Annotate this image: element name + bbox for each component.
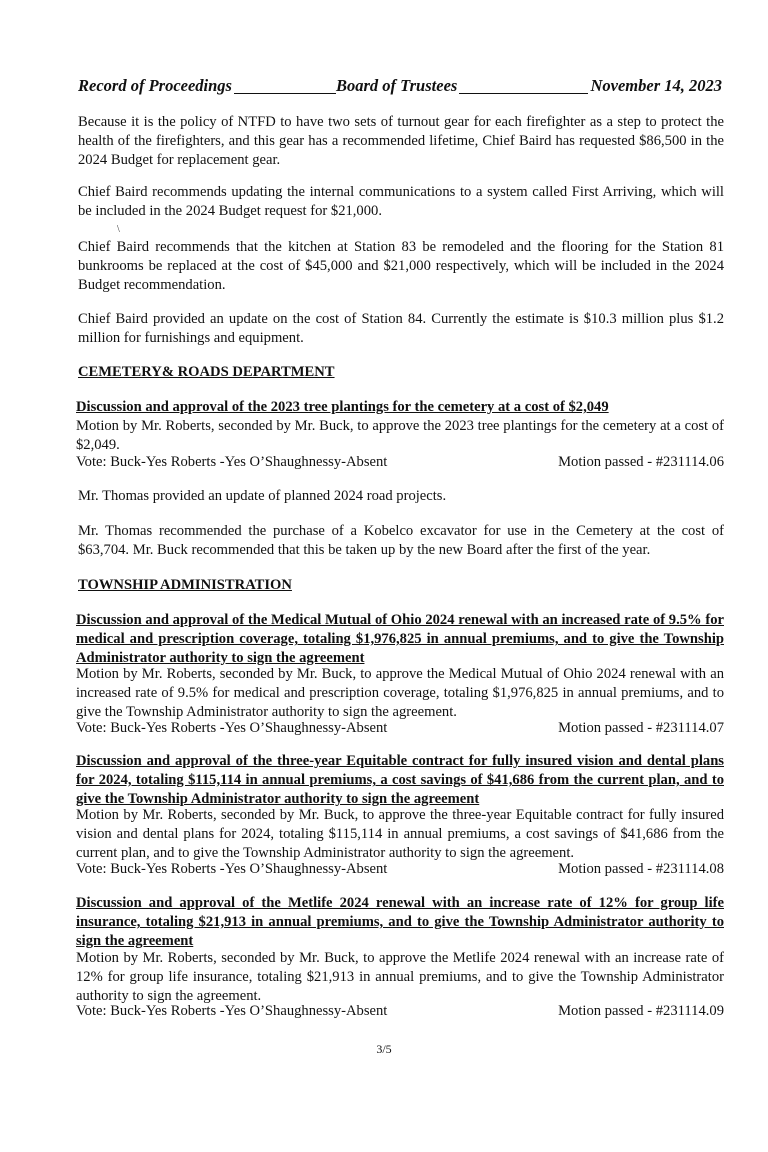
paragraph-station-remodel: Chief Baird recommends that the kitchen at Station 83 be remodeled and the flooring for the Station 81 bunkrooms be replaced at the cost of $45,000 and $21,000 respectively, which will be included in the 2024 Budget recommendation. xyxy=(78,239,724,293)
page-header xyxy=(78,76,724,96)
paragraph-turnout-gear: Because it is the policy of NTFD to have two sets of turnout gear for each firefighter as a step to protect the health of the firefighters, and this gear has a recommended lifetime, Chief Baird has requested $86,500 in the 2024 Budget for replacement gear. xyxy=(78,114,724,168)
vote-row-metlife-renewal xyxy=(76,1002,724,1021)
item-title-metlife-renewal: Discussion and approval of the Metlife 2024 renewal with an increase rate of 12% for group life insurance, totaling $21,913 in annual premiums, and to give the Township Administrator authority to sign the agreement xyxy=(76,895,724,949)
vote-text: Vote: Buck-Yes Roberts -Yes O’Shaughnessy-Absent xyxy=(76,454,388,470)
stray-mark: \ xyxy=(117,224,120,235)
section-heading-township-administration: TOWNSHIP ADMINISTRATION xyxy=(78,577,292,593)
item-title-tree-plantings: Discussion and approval of the 2023 tree plantings for the cemetery at a cost of $2,049 xyxy=(76,399,609,415)
vote-row-tree-plantings xyxy=(76,453,724,472)
vote-row-medical-mutual xyxy=(76,719,724,738)
paragraph-roads-update: Mr. Thomas provided an update of planned 2024 road projects. xyxy=(78,488,447,504)
paragraph-communications: Chief Baird recommends updating the internal communications to a system called First Arriving, which will be included in the 2024 Budget request for $21,000. xyxy=(78,184,724,219)
motion-equitable-contract: Motion by Mr. Roberts, seconded by Mr. Buck, to approve the three-year Equitable contract for fully insured vision and dental plans for 2024, totaling $115,114 in annual premiums, a cost savings of $41,686 from the current plan, and to give the Township Administrator authority to sign the agreement. xyxy=(76,807,724,861)
header-record-title: Record of Proceedings xyxy=(78,76,232,95)
vote-text: Vote: Buck-Yes Roberts -Yes O’Shaughnessy-Absent xyxy=(76,1003,388,1019)
motion-result: Motion passed - #231114.06 xyxy=(558,454,724,470)
header-board-title: Board of Trustees xyxy=(336,76,458,95)
vote-text: Vote: Buck-Yes Roberts -Yes O’Shaughnessy-Absent xyxy=(76,861,388,877)
page-number: 3/5 xyxy=(376,1042,392,1056)
motion-tree-plantings: Motion by Mr. Roberts, seconded by Mr. Buck, to approve the 2023 tree plantings for the cemetery at a cost of $2,049. xyxy=(76,418,724,453)
header-date: November 14, 2023 xyxy=(590,76,722,95)
motion-medical-mutual: Motion by Mr. Roberts, seconded by Mr. Buck, to approve the Medical Mutual of Ohio 2024 renewal with an increased rate of 9.5% for medical and prescription coverage, totaling $1,976,825 in annual premiums, and to give the Township Administrator authority to sign the agreement. xyxy=(76,666,724,720)
vote-text: Vote: Buck-Yes Roberts -Yes O’Shaughnessy-Absent xyxy=(76,720,388,736)
motion-result: Motion passed - #231114.07 xyxy=(558,720,724,736)
paragraph-station-84: Chief Baird provided an update on the cost of Station 84. Currently the estimate is $10.3 million plus $1.2 million for furnishings and equipment. xyxy=(78,311,724,346)
motion-result: Motion passed - #231114.09 xyxy=(558,1003,724,1019)
motion-metlife-renewal: Motion by Mr. Roberts, seconded by Mr. Buck, to approve the Metlife 2024 renewal with an increase rate of 12% for group life insurance, totaling $21,913 in annual premiums, and to give the Township Administrator authority to sign the agreement. xyxy=(76,950,724,1004)
paragraph-excavator: Mr. Thomas recommended the purchase of a Kobelco excavator for use in the Cemetery at the cost of $63,704. Mr. Buck recommended that this be taken up by the new Board after the first of the year. xyxy=(78,523,724,558)
item-title-equitable-contract: Discussion and approval of the three-year Equitable contract for fully insured vision and dental plans for 2024, totaling $115,114 in annual premiums, a cost savings of $41,686 from the current plan, and to give the Township Administrator authority to sign the agreement xyxy=(76,753,724,807)
section-heading-cemetery-roads: CEMETERY& ROADS DEPARTMENT xyxy=(78,364,335,380)
vote-row-equitable-contract xyxy=(76,860,724,879)
motion-result: Motion passed - #231114.08 xyxy=(558,861,724,877)
item-title-medical-mutual: Discussion and approval of the Medical Mutual of Ohio 2024 renewal with an increased rate of 9.5% for medical and prescription coverage, totaling $1,976,825 in annual premiums, and to give the Township Administrator authority to sign the agreement xyxy=(76,612,724,666)
